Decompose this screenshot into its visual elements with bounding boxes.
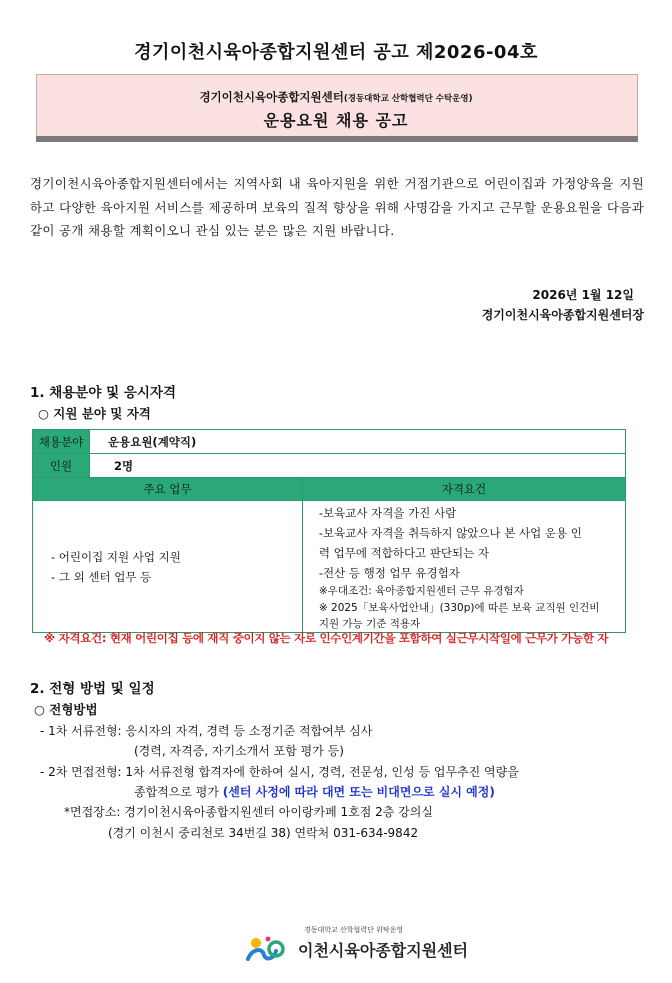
duties-cell xyxy=(33,501,303,633)
venue-line: *면접장소: 경기이천시육아종합지원센터 아이랑카페 1호점 2층 강의실 xyxy=(64,805,433,819)
step1-detail: (경력, 자격증, 자기소개서 포함 평가 등) xyxy=(134,744,344,758)
pref-note: ※우대조건: 육아종합지원센터 근무 유경험자 xyxy=(318,585,524,597)
intro-paragraph: 경기이천시육아종합지원센터에서는 지역사회 내 육아지원을 위한 거점기관으로 어린이집과 가정양육을 지원하고 다양한 육아지원 서비스를 제공하며 보육의 질적 향상을 위해 사명감을 가지고 근무할 운용요원을 다음과 같이 공개 채용할 계획이오니 관심 있는 분은 많은 지원 바랍니다. xyxy=(30,176,644,238)
field-value: 운용요원(계약직) xyxy=(90,430,626,454)
quals-cell xyxy=(302,501,625,633)
logo-subtitle: 경동대학교 산학협력단 위탁운영 xyxy=(304,926,404,934)
center-logo xyxy=(244,925,474,965)
pref-note: 지원 가능 기준 적용자 xyxy=(318,618,421,630)
qual-item: 력 업무에 적합하다고 판단되는 자 xyxy=(318,546,490,560)
section2-sub: ○ 전형방법 xyxy=(34,702,98,717)
col-duties: 주요 업무 xyxy=(33,478,303,501)
eligibility-note: ※ 자격요건: 현재 어린이집 등에 재직 중이지 않는 자로 인수인계기간을 포함하여 실근무시작일에 근무가 가능한 자 xyxy=(44,631,609,645)
duty-item: - 그 외 센터 업무 등 xyxy=(51,569,152,584)
step2-cont: 종합적으로 평가 xyxy=(134,785,219,799)
body-row xyxy=(33,501,626,633)
field-row xyxy=(33,430,626,454)
logo-name: 이천시육아종합지원센터 xyxy=(298,941,469,960)
step2-line: - 2차 면접전형: 1차 서류전형 합격자에 한하여 실시, 경력, 전문성, 인성 등 업무추진 역량을 xyxy=(40,765,519,779)
address-line: (경기 이천시 중리천로 34번길 38) 연락처 031-634-9842 xyxy=(108,826,419,840)
header-row xyxy=(33,478,626,501)
section1-heading: 1. 채용분야 및 응시자격 xyxy=(30,385,176,401)
notice-signer: 경기이천시육아종합지원센터장 xyxy=(481,308,644,322)
org-sub: (경동대학교 산학협력단 수탁운영) xyxy=(343,94,473,104)
count-label: 인원 xyxy=(33,454,90,478)
step2-cont-line xyxy=(134,783,495,800)
section1-sub: ○ 지원 분야 및 자격 xyxy=(38,406,151,421)
step2-note: (센터 사정에 따라 대면 또는 비대면으로 실시 예정) xyxy=(222,785,495,799)
logo-mark-icon xyxy=(244,929,300,965)
banner-org xyxy=(36,89,636,105)
qual-item: -보육교사 자격을 취득하지 않았으나 본 사업 운용 인 xyxy=(318,526,582,540)
org-main: 경기이천시육아종합지원센터 xyxy=(199,90,344,104)
qual-item: -보육교사 자격을 가진 사람 xyxy=(318,506,457,520)
duty-item: - 어린이집 지원 사업 지원 xyxy=(51,549,181,564)
count-row xyxy=(33,454,626,478)
posting-title: 운용요원 채용 공고 xyxy=(263,111,409,130)
qual-item: -전산 등 행정 업무 유경험자 xyxy=(318,566,460,580)
pref-note: ※ 2025「보육사업안내」(330p)에 따른 보육 교직원 인건비 xyxy=(318,602,600,614)
step1-line: - 1차 서류전형: 응시자의 자격, 경력 등 소정기준 적합여부 심사 xyxy=(40,724,373,738)
count-value: 2명 xyxy=(90,454,626,478)
col-quals: 자격요건 xyxy=(302,478,625,501)
banner-shadow-bar xyxy=(36,136,638,142)
field-label: 채용분야 xyxy=(33,430,90,454)
requirements-table xyxy=(32,429,626,633)
section2-heading: 2. 전형 방법 및 일정 xyxy=(30,681,155,697)
notice-title: 경기이천시육아종합지원센터 공고 제2026-04호 xyxy=(134,42,538,63)
notice-date: 2026년 1월 12일 xyxy=(532,288,634,302)
